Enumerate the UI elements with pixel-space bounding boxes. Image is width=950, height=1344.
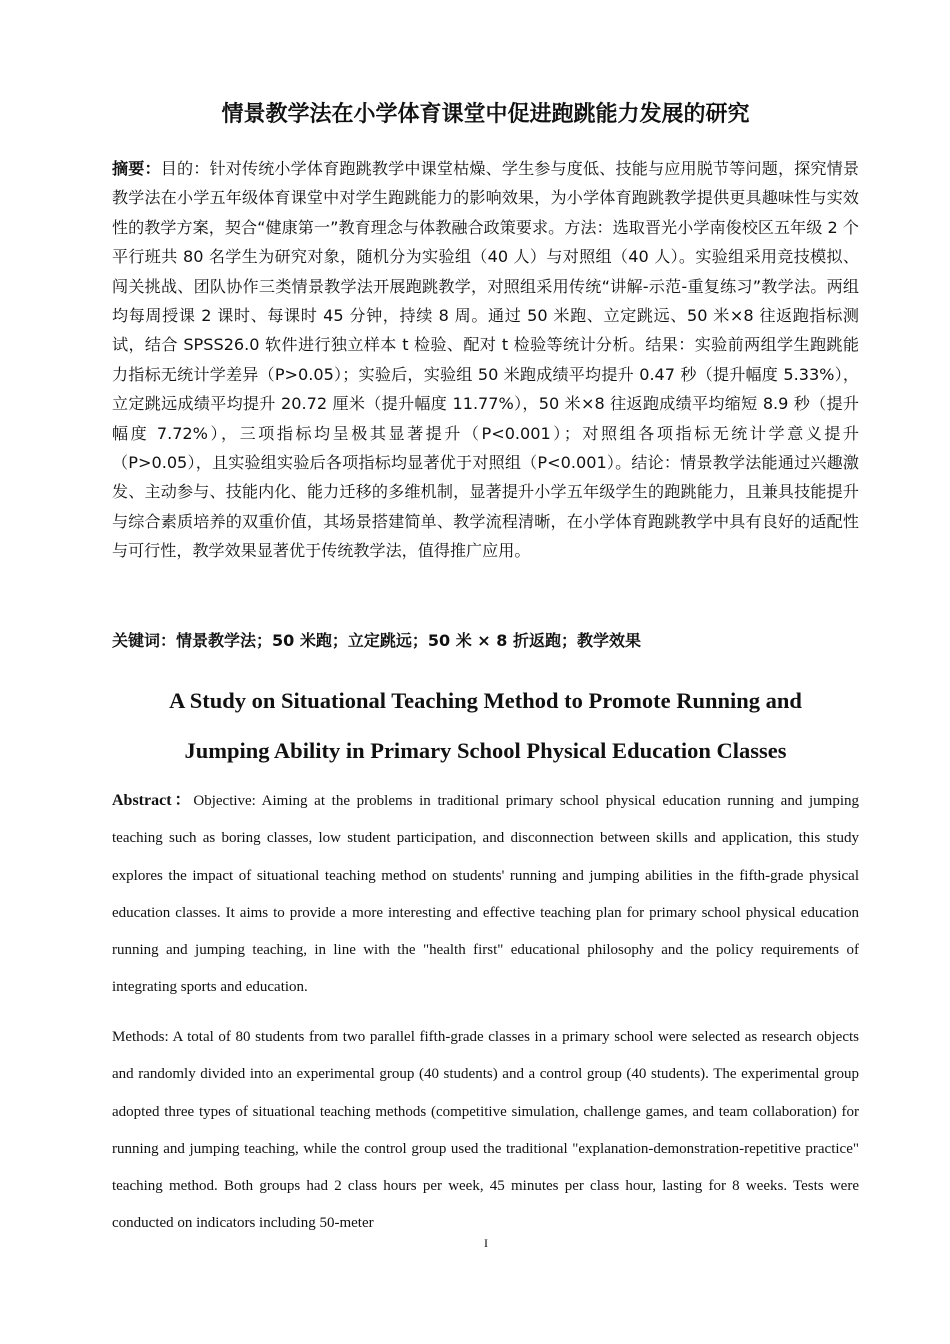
english-abstract-label: Abstract： — [112, 792, 194, 809]
chinese-abstract-label: 摘要： — [112, 159, 161, 178]
chinese-abstract-text: 目的：针对传统小学体育跑跳教学中课堂枯燥、学生参与度低、技能与应用脱节等问题，探究情景教学法在小学五年级体育课堂中对学生跑跳能力的影响效果，为小学体育跑跳教学提供更具趣味性与实效性的教学方案，契合“健康第一”教育理念与体教融合政策要求。方法：选取晋光小学南俊校区五年级 2 个平行班共 80 名学生为研究对象，随机分为实验组（40 人）与对照组（40 人）。实验组采用竞技模拟、闯关挑战、团队协作三类情景教学法开展跑跳教学，对照组采用传统“讲解-示范-重复练习”教学法。两组均每周授课 2 课时、每课时 45 分钟，持续 8 周。通过 50 米跑、立定跳远、50 米×8 往返跑指标测试，结合 SPSS26.0 软件进行独立样本 t 检验、配对 t 检验等统计分析。结果：实验前两组学生跑跳能力指标无统计学差异（P>0.05）；实验后，实验组 50 米跑成绩平均提升 0.47 秒（提升幅度 5.33%），立定跳远成绩平均提升 20.72 厘米（提升幅度 11.77%），50 米×8 往返跑成绩平均缩短 8.9 秒（提升幅度 7.72%），三项指标均呈极其显著提升（P<0.001）；对照组各项指标无统计学意义提升（P>0.05），且实验组实验后各项指标均显著优于对照组（P<0.001）。结论：情景教学法能通过兴趣激发、主动参与、技能内化、能力迁移的多维机制，显著提升小学五年级学生的跑跳能力，且兼具技能提升与综合素质培养的双重价值，其场景搭建简单、教学流程清晰，在小学体育跑跳教学中具有良好的适配性与可行性，教学效果显著优于传统教学法，值得推广应用。 — [112, 159, 860, 561]
english-title-line2: Jumping Ability in Primary School Physical Education Classes — [184, 738, 787, 763]
english-title-line1: A Study on Situational Teaching Method to Promote Running and — [169, 688, 802, 713]
chinese-keywords — [112, 628, 859, 654]
english-objective-text: Objective: Aiming at the problems in traditional primary school physical education running and jumping teaching such as boring classes, low student participation, and disconnection between skills and application, this study explores the impact of situational teaching method on students' running and jumping abilities in the fifth-grade physical education classes. It aims to provide a more interesting and effective teaching plan for primary school physical education running and jumping teaching, in line with the "health first" educational philosophy and the policy requirements of integrating sports and education. — [112, 793, 859, 996]
chinese-keywords-label: 关键词： — [112, 631, 177, 650]
english-title — [112, 676, 859, 776]
chinese-keywords-text: 情景教学法；50 米跑；立定跳远；50 米 × 8 折返跑；教学效果 — [176, 631, 641, 650]
english-abstract-objective — [112, 782, 859, 1007]
english-abstract-methods: Methods: A total of 80 students from two parallel fifth-grade classes in a primary school were selected as research objects and randomly divided into an experimental group (40 students) and a control group (40 students). The experimental group adopted three types of situational teaching methods (competitive simulation, challenge games, and team collaboration) for running and jumping teaching, while the control group used the traditional "explanation-demonstration-repetitive practice" teaching method. Both groups had 2 class hours per week, 45 minutes per class hour, lasting for 8 weeks. Tests were conducted on indicators including 50-meter — [112, 1029, 859, 1232]
page-number: I — [484, 1236, 488, 1250]
chinese-title: 情景教学法在小学体育课堂中促进跑跳能力发展的研究 — [221, 102, 750, 127]
chinese-abstract — [112, 154, 859, 566]
